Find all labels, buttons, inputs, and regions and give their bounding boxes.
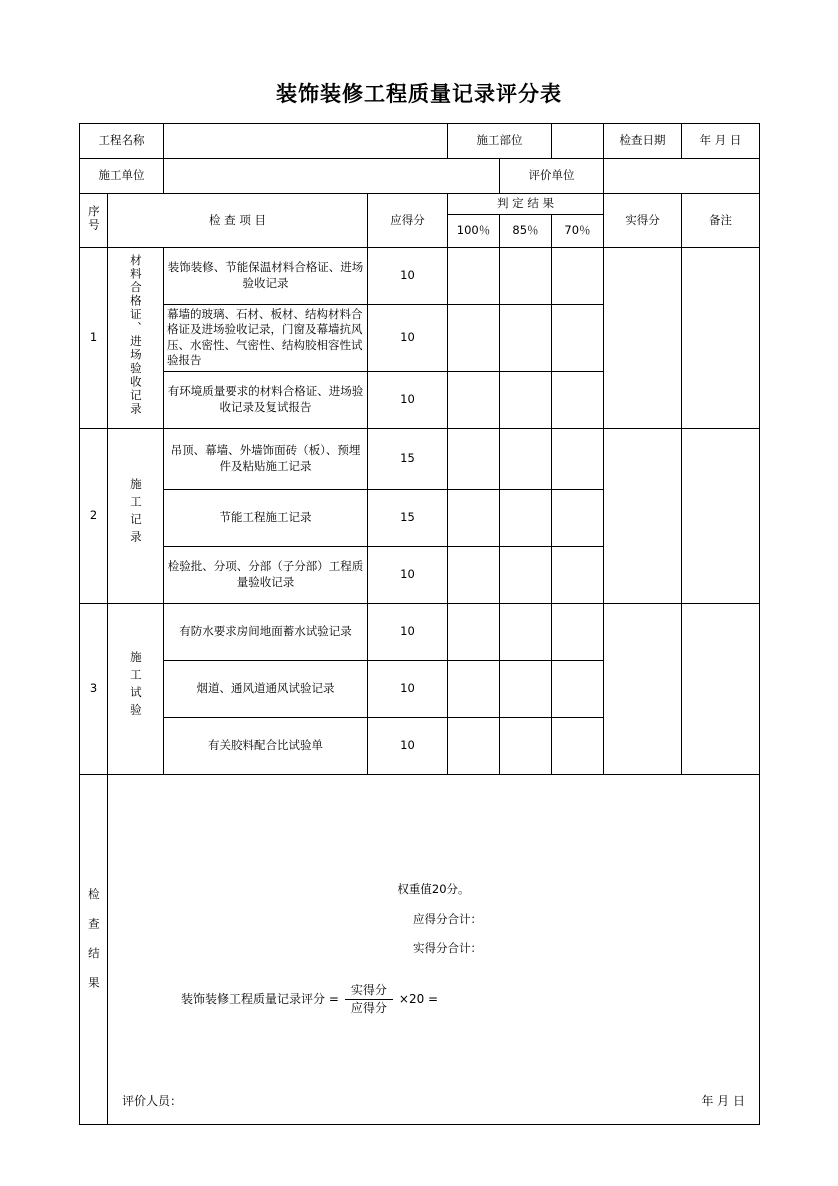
judge-100-cell[interactable] <box>448 304 500 371</box>
item-label: 检验批、分项、分部（子分部）工程质量验收记录 <box>164 546 368 603</box>
judge-70-cell[interactable] <box>552 371 604 428</box>
group-category: 施工记录 <box>108 428 164 603</box>
item-label: 有环境质量要求的材料合格证、进场验收记录及复试报告 <box>164 371 368 428</box>
item-label: 幕墙的玻璃、石材、板材、结构材料合格证及进场验收记录，门窗及幕墙抗风压、水密性、气密性、结构胶相容性试验报告 <box>164 304 368 371</box>
remark-cell[interactable] <box>682 247 760 428</box>
evaluation-unit-label: 评价单位 <box>500 159 604 194</box>
header-row-2 <box>80 159 760 194</box>
construction-unit-value[interactable] <box>164 159 500 194</box>
judge-100-cell[interactable] <box>448 489 500 546</box>
header-row-1 <box>80 124 760 159</box>
judge-70-cell[interactable] <box>552 603 604 660</box>
evaluator-date[interactable]: 年 月 日 <box>701 1094 745 1109</box>
due-score-value: 15 <box>368 489 448 546</box>
actual-score-cell[interactable] <box>604 428 682 603</box>
judge-85-cell[interactable] <box>500 489 552 546</box>
judge-100-cell[interactable] <box>448 428 500 489</box>
judge-85-cell[interactable] <box>500 660 552 717</box>
project-name-value[interactable] <box>164 124 448 159</box>
col-seq-label: 序号 <box>86 204 101 232</box>
due-score-value: 10 <box>368 603 448 660</box>
construction-unit-label: 施工单位 <box>80 159 164 194</box>
col-j85: 85％ <box>500 214 552 247</box>
judge-85-cell[interactable] <box>500 247 552 304</box>
formula-denominator: 应得分 <box>345 999 393 1016</box>
formula-prefix: 装饰装修工程质量记录评分 = <box>181 992 339 1007</box>
col-seq <box>80 194 108 248</box>
table-row <box>80 247 760 304</box>
result-footer <box>122 1093 745 1109</box>
group-seq: 1 <box>80 247 108 428</box>
judge-100-cell[interactable] <box>448 546 500 603</box>
column-header-row-1 <box>80 194 760 215</box>
judge-70-cell[interactable] <box>552 546 604 603</box>
judge-85-cell[interactable] <box>500 717 552 774</box>
judge-100-cell[interactable] <box>448 247 500 304</box>
actual-score-cell[interactable] <box>604 603 682 774</box>
item-label: 装饰装修、节能保温材料合格证、进场验收记录 <box>164 247 368 304</box>
due-score-value: 10 <box>368 546 448 603</box>
formula-numerator: 实得分 <box>350 982 387 997</box>
col-j70: 70％ <box>552 214 604 247</box>
item-label: 有防水要求房间地面蓄水试验记录 <box>164 603 368 660</box>
col-actual-score: 实得分 <box>604 194 682 248</box>
col-remark: 备注 <box>682 194 760 248</box>
project-name-label: 工程名称 <box>80 124 164 159</box>
result-content <box>108 774 760 1124</box>
group-seq: 2 <box>80 428 108 603</box>
remark-cell[interactable] <box>682 603 760 774</box>
table-row <box>80 428 760 489</box>
construction-part-value[interactable] <box>552 124 604 159</box>
formula-fraction <box>345 983 393 1016</box>
evaluation-unit-value[interactable] <box>604 159 760 194</box>
due-score-value: 10 <box>368 247 448 304</box>
col-j100: 100％ <box>448 214 500 247</box>
item-label: 有关胶料配合比试验单 <box>164 717 368 774</box>
construction-part-label: 施工部位 <box>448 124 552 159</box>
due-score-value: 10 <box>368 304 448 371</box>
due-total-line[interactable]: 应得分合计： <box>413 911 482 926</box>
item-label: 吊顶、幕墙、外墙饰面砖（板）、预埋件及粘贴施工记录 <box>164 428 368 489</box>
actual-total-line[interactable]: 实得分合计： <box>413 941 482 956</box>
result-label-cell <box>80 774 108 1124</box>
judge-70-cell[interactable] <box>552 247 604 304</box>
due-score-value: 15 <box>368 428 448 489</box>
judge-100-cell[interactable] <box>448 717 500 774</box>
evaluator-label[interactable]: 评价人员： <box>122 1094 183 1109</box>
group-category: 施工试验 <box>108 603 164 774</box>
judge-70-cell[interactable] <box>552 304 604 371</box>
group-seq: 3 <box>80 603 108 774</box>
judge-100-cell[interactable] <box>448 660 500 717</box>
judge-85-cell[interactable] <box>500 304 552 371</box>
remark-cell[interactable] <box>682 428 760 603</box>
col-item: 检 查 项 目 <box>108 194 368 248</box>
due-score-value: 10 <box>368 660 448 717</box>
quality-record-table <box>79 123 760 1125</box>
due-score-value: 10 <box>368 717 448 774</box>
inspection-date-label: 检查日期 <box>604 124 682 159</box>
judge-85-cell[interactable] <box>500 603 552 660</box>
judge-70-cell[interactable] <box>552 660 604 717</box>
col-due-score: 应得分 <box>368 194 448 248</box>
judge-85-cell[interactable] <box>500 371 552 428</box>
page-title: 装饰装修工程质量记录评分表 <box>276 82 562 106</box>
table-row <box>80 603 760 660</box>
judge-70-cell[interactable] <box>552 428 604 489</box>
score-formula <box>181 983 756 1016</box>
item-label: 节能工程施工记录 <box>164 489 368 546</box>
due-score-value: 10 <box>368 371 448 428</box>
judge-100-cell[interactable] <box>448 603 500 660</box>
judge-70-cell[interactable] <box>552 489 604 546</box>
judge-70-cell[interactable] <box>552 717 604 774</box>
actual-score-cell[interactable] <box>604 247 682 428</box>
weight-line: 权重值20分。 <box>397 882 470 897</box>
judge-85-cell[interactable] <box>500 546 552 603</box>
col-judgement: 判 定 结 果 <box>448 194 604 215</box>
result-label: 检查结果 <box>86 887 101 1006</box>
inspection-date-value[interactable]: 年 月 日 <box>682 124 760 159</box>
judge-100-cell[interactable] <box>448 371 500 428</box>
result-row <box>80 774 760 1124</box>
judge-85-cell[interactable] <box>500 428 552 489</box>
group-category: 材料合格证、进场验收记录 <box>108 247 164 428</box>
formula-suffix: ×20 = <box>398 992 439 1007</box>
item-label: 烟道、通风道通风试验记录 <box>164 660 368 717</box>
